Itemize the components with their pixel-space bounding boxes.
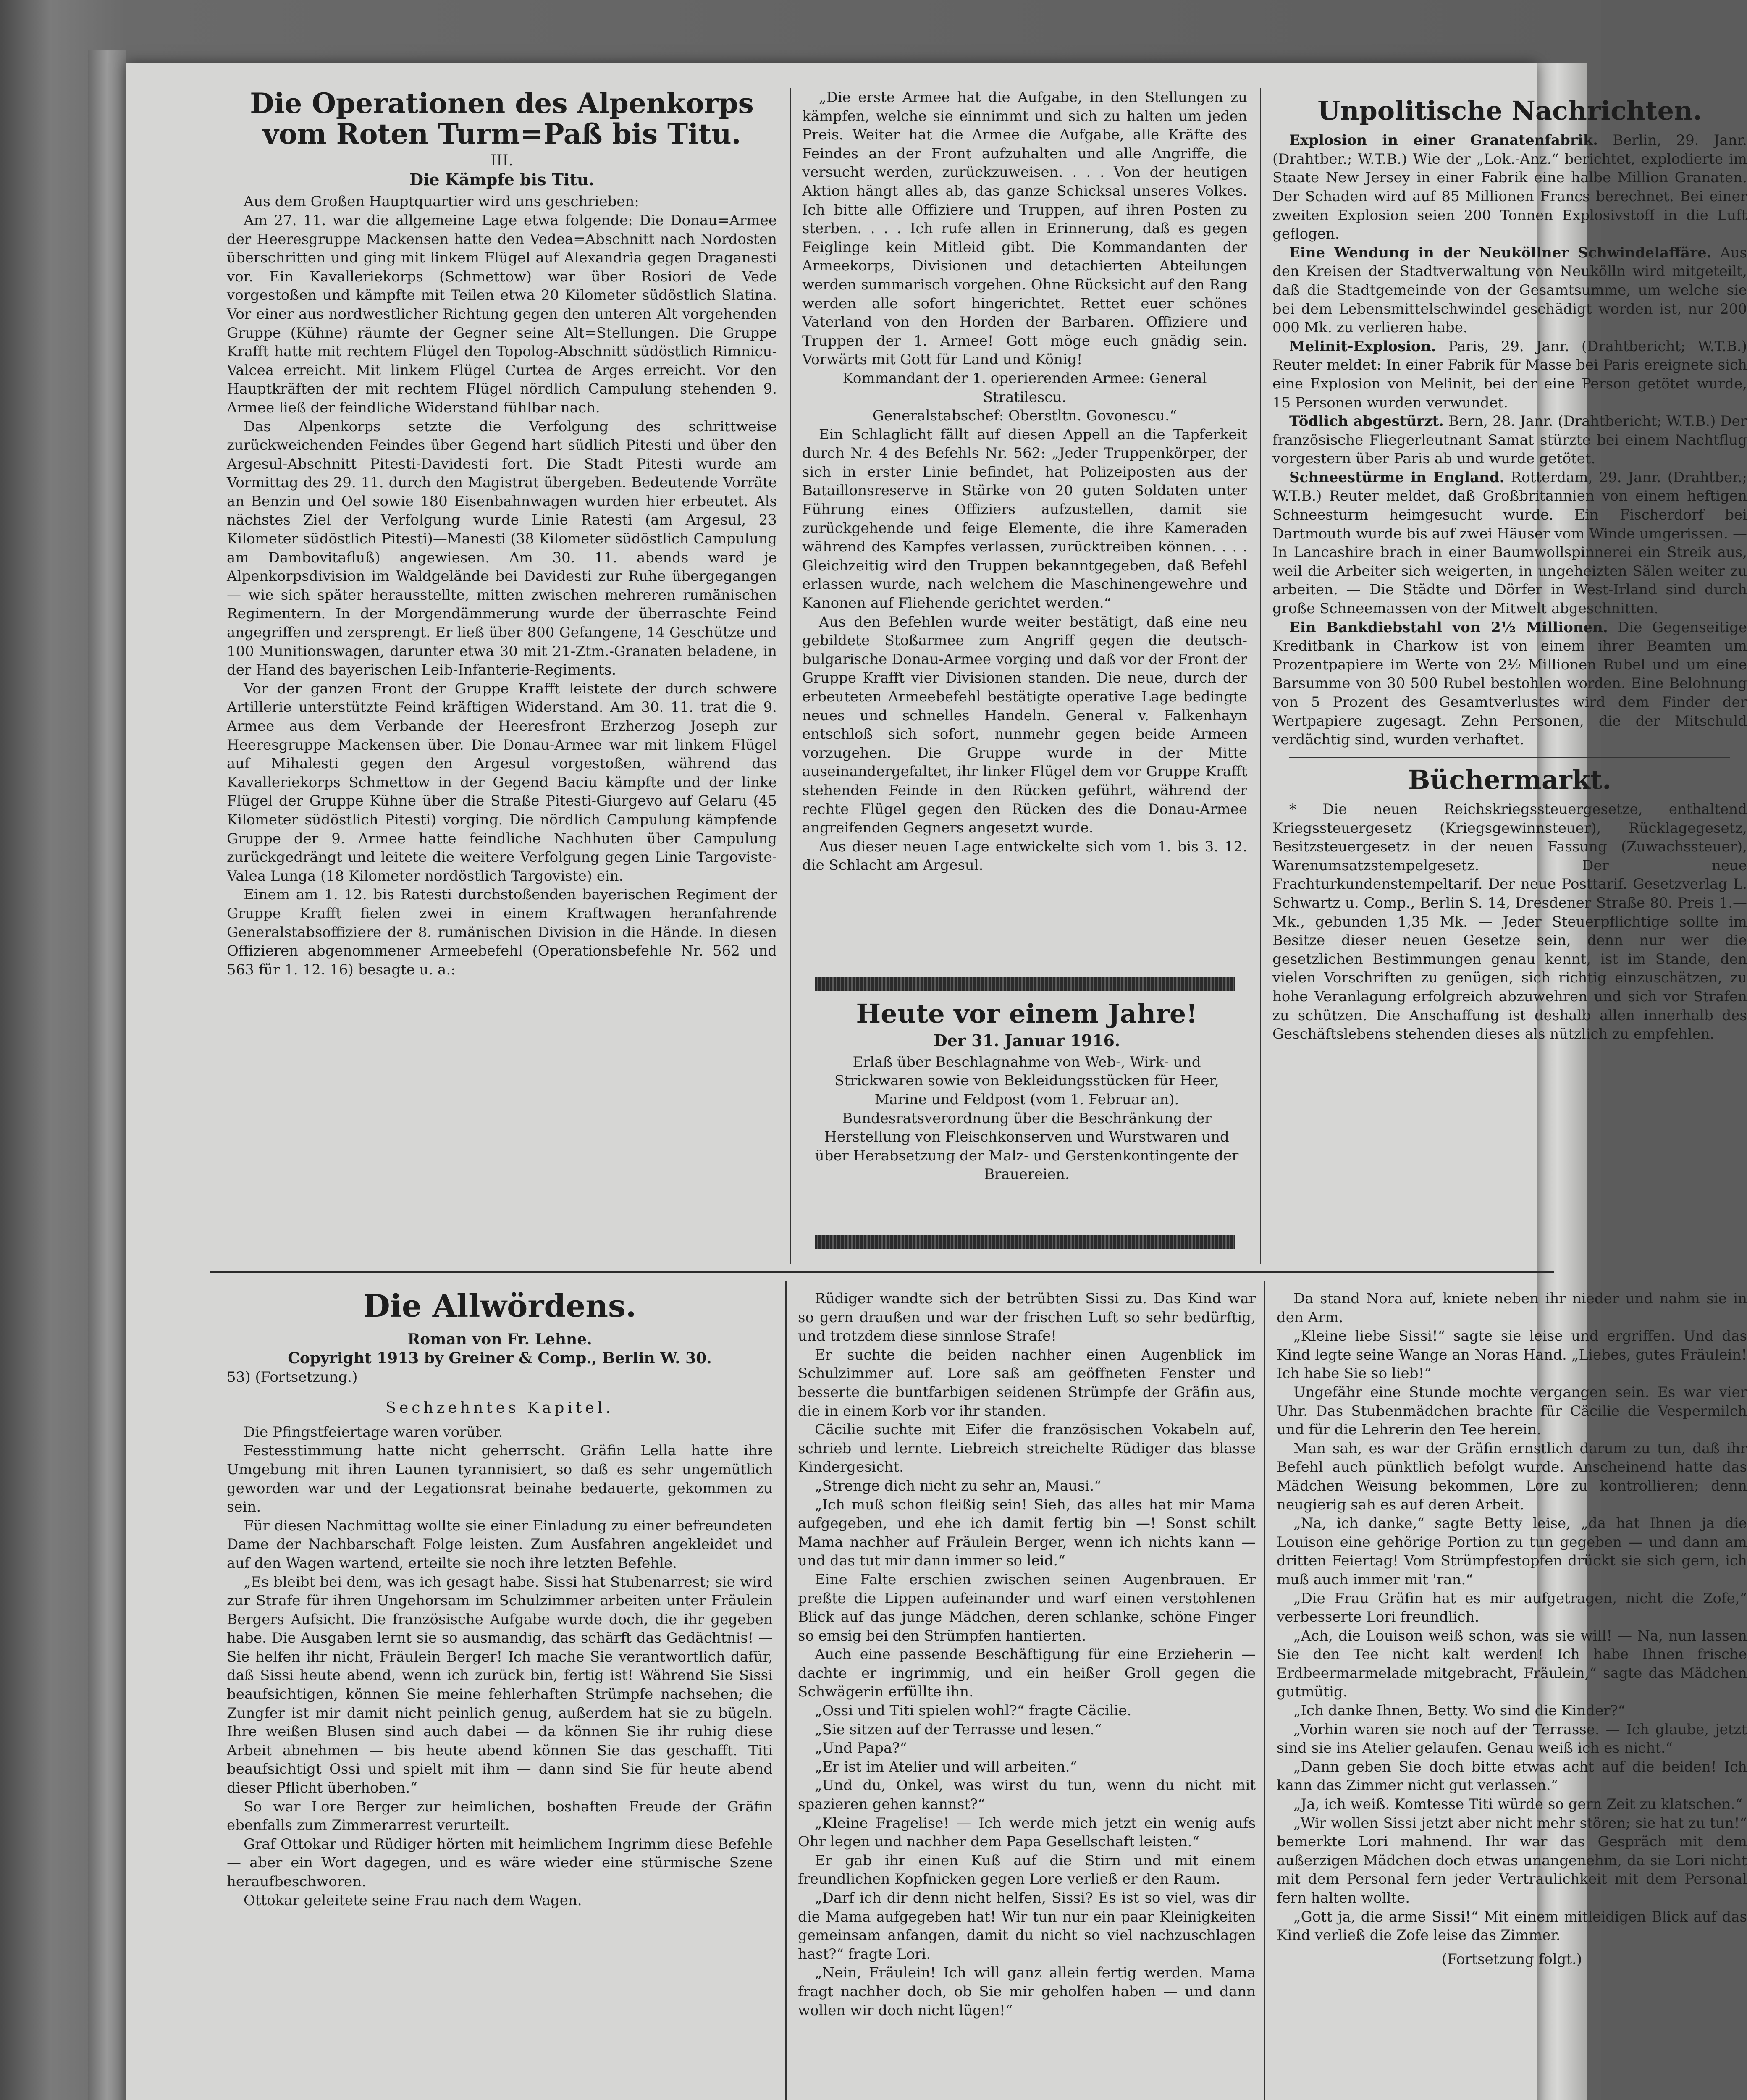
- decorative-bar-top: [815, 976, 1235, 991]
- roman-paragraph: „Wir wollen Sissi jetzt aber nicht mehr stören; sie hat zu tun!“ bemerkte Lori mahnend. Ihr war das Gespräch mit dem außerzigen Mädchen doch etwas unangenehm, da sie Lori nicht mit dem Personal fern jeder Vertraulichkeit mit dem Personal fern halten wollte.: [1277, 1814, 1747, 1906]
- roman-paragraph: „Gott ja, die arme Sissi!“ Mit einem mitleidigen Blick auf das Kind verließ die Zofe leise das Zimmer.: [1277, 1908, 1747, 1944]
- news-text: Berlin, 29. Janr. (Drahtber.; W.T.B.) Wie der „Lok.-Anz.“ berichtet, explodierte im Staate New Jersey in einer Fabrik eine halbe Million Granaten. Der Schaden wird auf 85 Millionen Francs berechnet. Bei einer zweiten Explosion seien 200 Tonnen Explosivstoff in die Luft geflogen.: [1272, 132, 1747, 243]
- article-title-line2: vom Roten Turm=Paß bis Titu.: [262, 117, 741, 150]
- roman-title: Die Allwördens.: [363, 1288, 637, 1324]
- roman-paragraph: „Sie sitzen auf der Terrasse und lesen.“: [815, 1721, 1102, 1738]
- article-paragraph: Das Alpenkorps setzte die Verfolgung des schrittweise zurückweichenden Feindes über Gegend hart südlich Pitesti und über den Argesul-Abschnitt Pitesti-Davidesti fort. Die Stadt Pitesti wurde am Vormittag des 29. 11. durch den Magistrat übergeben. Bedeutende Vorräte an Benzin und Oel sowie 180 Eisenbahnwagen wurden hier erbeutet. Als nächstes Ziel der Verfolgung wurde Linie Ratesti (am Argesul, 23 Kilometer südöstlich Pitesti)—Manesti (38 Kilometer südöstlich Campulung am Dambovitafluß) angewiesen. Am 30. 11. abends ward je Alpenkorpsdivision im Waldgelände bei Davidesti zur Ruhe übergegangen — wie sich später herausstellte, mitten zwischen mehreren rumänischen Regimentern. In der Morgendämmerung wurde der überraschte Feind angegriffen und zersprengt. Er ließ über 800 Gefangene, 14 Geschütze und 100 Munitionswagen, darunter etwa 30 mit 21-Ztm.-Granaten beladene, in der Hand des bayerischen Leib-Infanterie-Regiments.: [227, 418, 777, 679]
- roman-paragraph: Für diesen Nachmittag wollte sie einer Einladung zu einer befreundeten Dame der Nachbarschaft Folge leisten. Zum Ausfahren angekleidet und auf den Wagen wartend, erteilte sie noch ihre letzten Befehle.: [227, 1517, 773, 1572]
- article-paragraph: Aus den Befehlen wurde weiter bestätigt, daß eine neu gebildete Stoßarmee zum Angriff gegen die deutsch-bulgarische Donau-Armee vorging und daß vor der Front der Gruppe Krafft vier Divisionen standen. Die neue, durch der erbeuteten Armeebefehl bestätigte operative Lage bedingte neues und schnelles Handeln. General v. Falkenhayn entschloß sich sofort, nunmehr gegen beide Armeen vorzugehen. Die Gruppe wurde in der Mitte auseinandergefaltet, ihr linker Flügel dem vor Gruppe Krafft stehenden Feinde in den Rücken geführt, während der rechte Flügel gegen den Rücken des die Donau-Armee angreifenden Gegners angesetzt wurde.: [802, 613, 1247, 837]
- news-headline: Tödlich abgestürzt.: [1289, 413, 1444, 430]
- article-paragraph: Einem am 1. 12. bis Ratesti durchstoßenden bayerischen Regiment der Gruppe Krafft fielen zwei in einem Kraftwagen heranfahrende Generalstabsoffiziere der 8. rumänischen Division in die Hände. In diesen Offizieren abgenommener Armeebefehl (Operationsbefehle Nr. 562 und 563 für 1. 12. 16) besagte u. a.:: [227, 886, 777, 978]
- roman-number: 53): [227, 1368, 251, 1386]
- roman-paragraph: „Ossi und Titi spielen wohl?“ fragte Cäcilie.: [815, 1702, 1132, 1719]
- heute-item: Erlaß über Beschlagnahme von Web-, Wirk- und Strickwaren sowie von Bekleidungsstücken für Heer, Marine und Feldpost (vom 1. Februar an).: [834, 1053, 1219, 1108]
- heute-item: Bundesratsverordnung über die Beschränkung der Herstellung von Fleischkonserven und Wurstwaren und über Herabsetzung der Malz- und Gerstenkontingente der Brauereien.: [815, 1110, 1239, 1183]
- roman-paragraph: Da stand Nora auf, kniete neben ihr nieder und nahm sie in den Arm.: [1277, 1290, 1747, 1326]
- news-headline: Ein Bankdiebstahl von 2½ Millionen.: [1289, 619, 1608, 636]
- article-paragraph: Am 27. 11. war die allgemeine Lage etwa folgende: Die Donau=Armee der Heeresgruppe Mackensen hatte den Vedea=Abschnitt nach Nordosten überschritten und ging mit linkem Flügel auf Alexandria gegen Draganesti vor. Ein Kavalleriekorps (Schmettow) war über Rosiori de Vede vorgestoßen und kämpfte mit Teilen etwa 20 Kilometer südöstlich Slatina. Vor einer aus nordwestlicher Richtung gegen den unteren Alt vorgehenden Gruppe (Kühne) räumte der Gegner seine Alt=Stellungen. Die Gruppe Krafft hatte mit rechtem Flügel den Topolog-Abschnitt südöstlich Rimnicu-Valcea erreicht. Mit linkem Flügel Curtea de Arges erreicht. Vor den Hauptkräften der mit rechtem Flügel nördlich Campulung stehenden 9. Armee ließ der feindliche Widerstand fühlbar nach.: [227, 212, 777, 416]
- section-divider: [1289, 757, 1730, 758]
- newspaper-page: [126, 63, 1747, 2100]
- roman-paragraph: „Die Frau Gräfin hat es mir aufgetragen, nicht die Zofe,“ verbesserte Lori freundlich.: [1277, 1590, 1747, 1626]
- buecher-text: * Die neuen Reichskriegssteuergesetze, enthaltend Kriegssteuergesetz (Kriegsgewinnsteuer), Rücklagegesetz, Besitzsteuergesetz in der neuen Fassung (Zuwachssteuer), Warenumsatzstempelgesetz. Der neue Frachturkundenstempeltarif. Der neue Posttarif. Gesetzverlag L. Schwartz u. Comp., Berlin S. 14, Dresdener Straße 80. Preis 1.— Mk., gebunden 1,35 Mk. — Jeder Steuerpflichtige sollte im Besitze dieser neuen Gesetze sein, denn nur wer die gesetzlichen Bestimmungen genau kennt, ist im Stande, den vielen Vorschriften zu genügen, sich richtig einzuschätzen, zu hohe Veranlagung erfolgreich abzuwehren und sich vor Strafen zu schützen. Die Anschaffung ist deshalb allen innerhalb des Geschäftslebens stehenden dieses als nützlich zu empfehlen.: [1272, 801, 1747, 1043]
- roman-paragraph: Cäcilie suchte mit Eifer die französischen Vokabeln auf, schrieb und lernte. Liebreich streichelte Rüdiger das blasse Kindergesicht.: [798, 1421, 1256, 1476]
- roman-copyright: Copyright 1913 by Greiner & Comp., Berlin W. 30.: [288, 1349, 712, 1367]
- news-headline: Explosion in einer Granatenfabrik.: [1289, 132, 1598, 149]
- signature-line: Kommandant der 1. operierenden Armee: General Stratilescu.: [842, 370, 1207, 406]
- roman-paragraph: „Ja, ich weiß. Komtesse Titi würde so gern Zeit zu klatschen.“: [1293, 1796, 1743, 1813]
- alpenkorps-article: [227, 88, 777, 979]
- roman-paragraph: „Ich muß schon fleißig sein! Sieh, das alles hat mir Mama aufgegeben, und ehe ich damit fertig bin —! Sonst schilt Mama nachher auf Fräulein Berger, wenn ich nichts kann — und das tut mir dann immer so leid.“: [798, 1496, 1256, 1570]
- news-text: Aus den Kreisen der Stadtverwaltung von Neukölln wird mitgeteilt, daß die Stadtgemeinde von der Gesamtsumme, um welche sie bei dem Lebensmittelschwindel geschädigt worden ist, nur 200 000 Mk. zu verlieren habe.: [1272, 244, 1747, 336]
- roman-paragraph: „Ach, die Louison weiß schon, was sie will! — Na, nun lassen Sie den Tee nicht kalt werden! Ich habe Ihnen frische Erdbeermarmelade mitgebracht, Fräulein,“ sagte das Mädchen gutmütig.: [1277, 1627, 1747, 1701]
- roman-paragraph: Graf Ottokar und Rüdiger hörten mit heimlichem Ingrimm diese Befehle — aber ein Wort dagegen, und es wäre wieder eine stürmische Szene heraufbeschworen.: [227, 1835, 773, 1890]
- roman-paragraph: „Na, ich danke,“ sagte Betty leise, „da hat Ihnen ja die Louison eine gehörige Portion zu tun gegeben — und dann am dritten Feiertag! Vom Strümpfestopfen drückt sie sich gern, ich muß auch immer mit 'ran.“: [1277, 1515, 1747, 1588]
- article-paragraph: Aus dieser neuen Lage entwickelte sich vom 1. bis 3. 12. die Schlacht am Argesul.: [802, 838, 1247, 874]
- column-divider: [785, 1281, 787, 2100]
- roman-column-2: [798, 1289, 1256, 2020]
- roman-column-3: [1277, 1289, 1747, 1969]
- roman-cont: (Fortsetzung.): [255, 1368, 358, 1386]
- roman-paragraph: Man sah, es war der Gräfin ernstlich darum zu tun, daß ihr Befehl auch pünktlich befolgt wurde. Anscheinend hatte das Mädchen Weisung bekommen, Lore zu kontrollieren; denn neugierig sah es auf deren Arbeit.: [1277, 1440, 1747, 1513]
- roman-number-line: [227, 1368, 773, 1387]
- article-paragraph: Aus dem Großen Hauptquartier wird uns geschrieben:: [244, 193, 639, 210]
- unpolitische-nachrichten: [1272, 97, 1747, 1044]
- heute-date: Der 31. Januar 1916.: [933, 1031, 1120, 1050]
- column-divider: [1264, 1281, 1265, 2100]
- roman-paragraph: „Nein, Fräulein! Ich will ganz allein fertig werden. Mama fragt nachher doch, ob Sie mir geholfen haben — und dann wollen wir doch nicht lügen!“: [798, 1964, 1256, 2019]
- roman-paragraph: Eine Falte erschien zwischen seinen Augenbrauen. Er preßte die Lippen aufeinander und warf einen verstohlenen Blick auf das junge Mädchen, deren schlanke, schöne Finger so emsig bei den Strümpfen hantierten.: [798, 1571, 1256, 1644]
- roman-paragraph: „Er ist im Atelier und will arbeiten.“: [815, 1758, 1077, 1775]
- roman-paragraph: Ottokar geleitete seine Frau nach dem Wagen.: [244, 1892, 582, 1909]
- news-headline: Melinit-Explosion.: [1289, 338, 1436, 355]
- heute-box: [811, 1000, 1243, 1184]
- news-headline: Eine Wendung in der Neuköllner Schwindelaffäre.: [1289, 244, 1712, 261]
- fortsetzung-folgt: (Fortsetzung folgt.): [1441, 1950, 1582, 1968]
- binding-gutter: [88, 50, 126, 2100]
- news-text: Bern, 28. Janr. (Drahtbericht; W.T.B.) Der französische Fliegerleutnant Samat stürzte bei einem Nachtflug vorgestern über Paris ab und wurde getötet.: [1272, 413, 1747, 467]
- alpenkorps-continuation: [802, 88, 1247, 875]
- roman-paragraph: „Vorhin waren sie noch auf der Terrasse. — Ich glaube, jetzt sind sie ins Atelier gelaufen. Genau weiß ich es nicht.“: [1277, 1721, 1747, 1757]
- buecher-title: Büchermarkt.: [1408, 764, 1612, 795]
- roman-paragraph: „Kleine liebe Sissi!“ sagte sie leise und ergriffen. Und das Kind legte seine Wange an Noras Hand. „Liebes, gutes Fräulein! Ich habe Sie so lieb!“: [1277, 1328, 1747, 1382]
- roman-paragraph: So war Lore Berger zur heimlichen, boshaften Freude der Gräfin ebenfalls zum Zimmerarrest verurteilt.: [227, 1798, 773, 1834]
- roman-paragraph: Rüdiger wandte sich der betrübten Sissi zu. Das Kind war so gern draußen und war der frischen Luft so sehr bedürftig, und trotzdem diese sinnlose Strafe!: [798, 1290, 1256, 1345]
- roman-paragraph: Er gab ihr einen Kuß auf die Stirn und mit einem freundlichen Kopfnicken gegen Lore verließ er den Raum.: [798, 1852, 1256, 1888]
- column-divider: [790, 88, 791, 1264]
- roman-paragraph: „Und Papa?“: [815, 1740, 908, 1757]
- roman-paragraph: „Darf ich dir denn nicht helfen, Sissi? Es ist so viel, was dir die Mama aufgegeben hat! Wir tun nur ein paar Kleinigkeiten gemeinsam anfangen, damit du nicht so viel nachzuschlagen hast?“ fragte Lori.: [798, 1890, 1256, 1963]
- roman-column-1: [227, 1289, 773, 1910]
- roman-paragraph: „Dann geben Sie doch bitte etwas acht auf die beiden! Ich kann das Zimmer nicht gut verlassen.“: [1277, 1758, 1747, 1794]
- roman-paragraph: Ungefähr eine Stunde mochte vergangen sein. Es war vier Uhr. Das Stubenmädchen brachte für Cäcilie die Vespermilch und für die Lehrerin den Tee herein.: [1277, 1383, 1747, 1438]
- roman-paragraph: „Ich danke Ihnen, Betty. Wo sind die Kinder?“: [1293, 1702, 1626, 1719]
- article-paragraph: Ein Schlaglicht fällt auf diesen Appell an die Tapferkeit durch Nr. 4 des Befehls Nr. 562: „Jeder Truppenkörper, der sich in erster Linie befindet, hat Polizeiposten aus der Bataillonsreserve in Stärke von 20 guten Soldaten unter Führung eines Offiziers aufzustellen, damit sie zurückgehende und feige Elemente, die ihre Kameraden während des Kampfes verlassen, zurücktreiben können. . . . Gleichzeitig wird den Truppen bekanntgegeben, daß Befehl erlassen wurde, nach welchem die Maschinengewehre und Kanonen auf Fliehende gerichtet werden.“: [802, 426, 1247, 612]
- news-text: Paris, 29. Janr. (Drahtbericht; W.T.B.) Reuter meldet: In einer Fabrik für Masse bei Paris ereignete sich eine Explosion von Melinit, bei der eine Person getötet wurde, 15 Personen wurden verwundet.: [1272, 338, 1747, 411]
- decorative-bar-bottom: [815, 1235, 1235, 1249]
- article-subtitle: Die Kämpfe bis Titu.: [409, 170, 594, 189]
- article-paragraph: „Die erste Armee hat die Aufgabe, in den Stellungen zu kämpfen, welche sie einnimmt und sich zu halten um jeden Preis. Weiter hat die Armee die Aufgabe, alle Kräfte des Feindes an der Front aufzuhalten und alle Angriffe, die versucht werden, zurückzuweisen. . . . Von der heutigen Aktion hängt alles ab, das ganze Schicksal unseres Volkes. Ich bitte alle Offiziere und Truppen, auf ihren Posten zu sterben. . . . Ich rufe allen in Erinnerung, daß es gegen Feiglinge kein Mitleid gibt. Die Kommandanten der Armeekorps, Divisionen und detachierten Abteilungen werden summarisch vorgehen. Ohne Rücksicht auf den Rang werden alle sofort hingerichtet. Rettet euer schönes Vaterland von den Horden der Barbaren. Offiziere und Truppen der 1. Armee! Gott möge euch gnädig sein. Vorwärts mit Gott für Land und König!: [802, 89, 1247, 368]
- column-divider: [1260, 88, 1261, 1264]
- roman-chapter: Sechzehntes Kapitel.: [386, 1399, 614, 1417]
- section-separator: [210, 1270, 1554, 1273]
- news-headline: Schneestürme in England.: [1289, 469, 1505, 486]
- roman-paragraph: Die Pfingstfeiertage waren vorüber.: [244, 1423, 503, 1441]
- article-paragraph: Vor der ganzen Front der Gruppe Krafft leistete der durch schwere Artillerie unterstützte Feind kräftigen Widerstand. Am 30. 11. trat die 9. Armee aus dem Verbande der Heeresfront Erzherzog Joseph zur Heeresgruppe Mackensen über. Die Donau-Armee war mit linkem Flügel auf Mihalesti gegen den Argesul vorgestoßen, während das Kavalleriekorps Schmettow in der Gegend Baciu kämpfte und der linke Flügel der Gruppe Kühne über die Straße Pitesti-Giurgevo auf Gelaru (45 Kilometer südöstlich Pitesti) vorging. Die nördlich Campulung kämpfende Gruppe der 9. Armee hatte feindliche Nachhuten über Campulung zurückgedrängt und leitete die weitere Verfolgung gegen Linie Targoviste-Valea Lunga (18 Kilometer nordöstlich Targoviste) ein.: [227, 680, 777, 885]
- unpolitische-title: Unpolitische Nachrichten.: [1317, 95, 1702, 126]
- roman-byline: Roman von Fr. Lehne.: [407, 1331, 592, 1349]
- roman-paragraph: „Kleine Fragelise! — Ich werde mich jetzt ein wenig aufs Ohr legen und nachher dem Papa Gesellschaft leisten.“: [798, 1814, 1256, 1851]
- roman-paragraph: „Und du, Onkel, was wirst du tun, wenn du nicht mit spazieren gehen kannst?“: [798, 1777, 1256, 1813]
- news-text: Die Gegenseitige Kreditbank in Charkow ist von einem ihrer Beamten um Prozentpapiere im Werte von 2½ Millionen Rubel und um eine Barsumme von 30 500 Rubel bestohlen worden. Eine Belohnung von 5 Prozent des Gesamtverlustes wird dem Finder der Wertpapiere zugesagt. Zehn Personen, die der Mitschuld verdächtig sind, wurden verhaftet.: [1272, 619, 1747, 748]
- signature-line: Generalstabschef: Oberstltn. Govonescu.“: [872, 407, 1177, 425]
- roman-paragraph: Auch eine passende Beschäftigung für eine Erzieherin — dachte er ingrimmig, und ein heißer Groll gegen die Schwägerin erfüllte ihn.: [798, 1646, 1256, 1701]
- roman-paragraph: Festesstimmung hatte nicht geherrscht. Gräfin Lella hatte ihre Umgebung mit ihren Launen tyrannisiert, so daß es sehr ungemütlich geworden war und der Legationsrat beinahe bedauerte, gekommen zu sein.: [227, 1442, 773, 1516]
- roman-paragraph: „Strenge dich nicht zu sehr an, Mausi.“: [815, 1477, 1102, 1494]
- heute-title: Heute vor einem Jahre!: [856, 998, 1198, 1029]
- roman-paragraph: Er suchte die beiden nachher einen Augenblick im Schulzimmer auf. Lore saß am geöffneten Fenster und besserte die buntfarbigen seidenen Strümpfe der Gräfin aus, die in einem Korb vor ihr standen.: [798, 1346, 1256, 1420]
- article-title-line1: Die Operationen des Alpenkorps: [250, 87, 754, 120]
- roman-paragraph: „Es bleibt bei dem, was ich gesagt habe. Sissi hat Stubenarrest; sie wird zur Strafe für ihren Ungehorsam im Schulzimmer arbeiten unter Fräulein Bergers Aufsicht. Die französische Aufgabe wurde doch, die ihr gegeben habe. Die Ausgaben lernt sie so ausmandig, das schärft das Gedächtnis! — Sie helfen ihr nicht, Fräulein Berger! Ich mache Sie verantwortlich dafür, daß Sissi heute abend, wenn ich zurück bin, fertig ist! Während Sie Sissi beaufsichtigen, können Sie meine fehlerhaften Strümpfe nachsehen; die Zungfer ist mir damit nicht peinlich genug, außerdem hat sie zu bügeln. Ihre weißen Blusen sind auch dabei — da können Sie ihr ruhig diese Arbeit abnehmen — bis heute abend können Sie das geschafft. Titi beaufsichtigt Ossi und spielt mit ihm — dann sind Sie für heute abend dieser Pflicht überhoben.“: [227, 1573, 773, 1797]
- news-text: Rotterdam, 29. Janr. (Drahtber.; W.T.B.) Reuter meldet, daß Großbritannien von einem heftigen Schneesturm heimgesucht wurde. Ein Fischerdorf bei Dartmouth wurde bis auf zwei Häuser vom Winde umgerissen. — In Lancashire brach in einer Baumwollspinnerei ein Streik aus, weil die Arbeiter sich weigerten, in ungeheizten Sälen weiter zu arbeiten. — Die Städte und Dörfer in West-Irland sind durch große Schneemassen von der Mitwelt abgeschnitten.: [1272, 469, 1747, 617]
- article-part: III.: [490, 152, 514, 170]
